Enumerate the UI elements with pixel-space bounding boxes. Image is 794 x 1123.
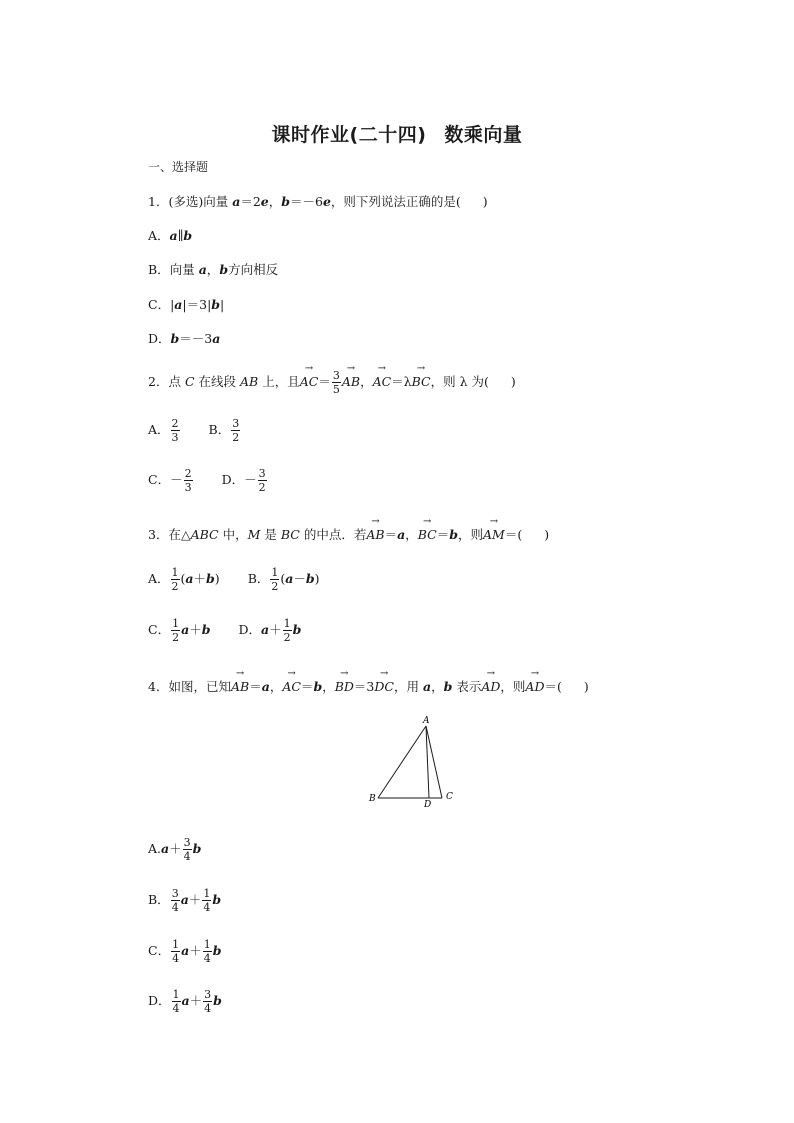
question-4-option-a: A.a＋ $\frac{3}{4}$ b — [148, 836, 202, 863]
vertex-label-d: D — [424, 800, 432, 810]
question-1-option-d: D．b＝－3a — [148, 331, 221, 346]
question-4-option-b: B． $\frac{3}{4}$ a＋ $\frac{1}{4}$ b — [148, 887, 222, 914]
question-2-options-cd: C．－ $\frac{2}{3}$ D．－ $\frac{3}{2}$ — [148, 467, 266, 494]
question-1-option-a: A．a∥b — [148, 228, 193, 243]
vertex-label-b: B — [369, 794, 376, 804]
title-topic: 数乘向量 — [444, 124, 523, 146]
question-3-options-cd: C． $\frac{1}{2}$ a＋b D．a＋ $\frac{1}{2}$ b — [148, 617, 302, 644]
question-1-option-b: B．向量 a，b方向相反 — [148, 262, 279, 277]
title-main: 课时作业(二十四) — [271, 124, 427, 146]
question-1-option-c: C．|a|＝3|b| — [148, 297, 225, 312]
triangle-diagram — [362, 712, 462, 812]
page-title — [0, 120, 794, 147]
question-2-stem: 2．点 C 在线段 AB 上，且→ AC＝ $\frac{3}{5}$ → AB，→ AC＝λ→ BC，则 λ 为( ) — [148, 370, 516, 395]
section-heading: 一、选择题 — [148, 160, 209, 174]
question-2-options-ab: A． $\frac{2}{3}$ B． $\frac{3}{2}$ — [148, 417, 240, 444]
triangle-figure — [362, 712, 462, 812]
question-4-stem: 4．如图，已知→ AB＝a，→ AC＝b，→ BD＝3→ DC，用 a，b 表示→ AD，则→ AD＝( ) — [148, 675, 589, 695]
question-4-option-c: C． $\frac{1}{4}$ a＋ $\frac{1}{4}$ b — [148, 938, 222, 965]
vertex-label-a: A — [423, 716, 430, 726]
question-4-option-d: D． $\frac{1}{4}$ a＋ $\frac{3}{4}$ b — [148, 988, 222, 1015]
question-3-options-ab: A． $\frac{1}{2}$ (a＋b) B． $\frac{1}{2}$ (a－b) — [148, 566, 320, 593]
vertex-label-c: C — [446, 792, 453, 802]
question-1-stem: 1．(多选)向量 a＝2e，b＝－6e，则下列说法正确的是( ) — [148, 194, 488, 209]
side-ab — [378, 726, 426, 798]
question-3-stem: 3．在△ABC 中，M 是 BC 的中点．若→ AB＝a，→ BC＝b，则→ AM＝( ) — [148, 523, 549, 543]
